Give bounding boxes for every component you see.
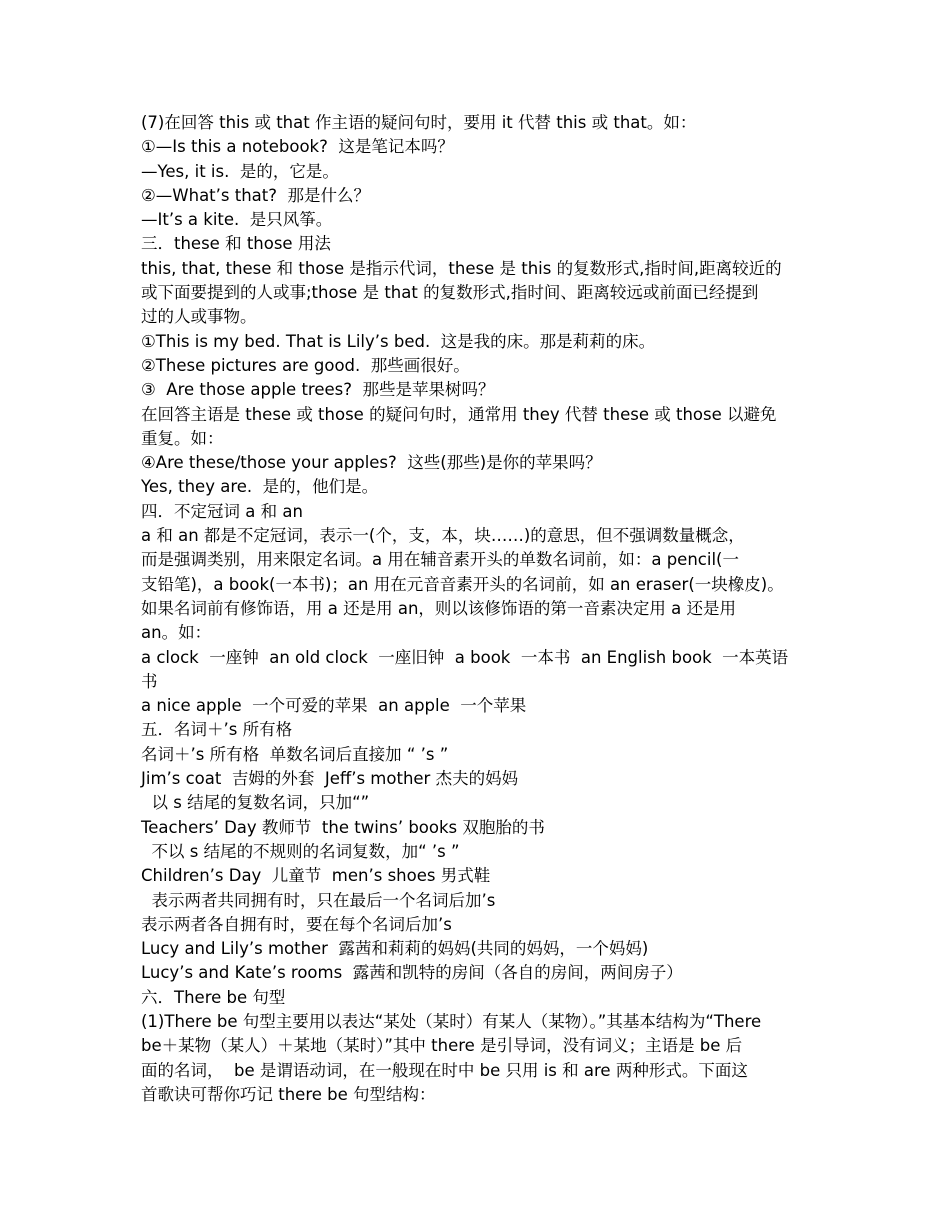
text-line: this, that, these 和 those 是指示代词，these 是 this 的复数形式,指时间,距离较近的: [141, 258, 782, 278]
section-heading: 三．these 和 those 用法: [141, 234, 331, 254]
text-line: 表示两者共同拥有时，只在最后一个名词后加’s: [141, 890, 496, 910]
text-line: 而是强调类别，用来限定名词。a 用在辅音素开头的单数名词前，如：a pencil(一: [141, 550, 739, 570]
text-line: Teachers’ Day 教师节 the twins’ books 双胞胎的书: [141, 817, 545, 837]
text-line: 首歌诀可帮你巧记 there be 句型结构：: [141, 1084, 436, 1104]
text-line: 书: [141, 671, 158, 691]
text-line: (1)There be 句型主要用以表达“某处（某时）有某人（某物）。”其基本结构为“There: [141, 1011, 762, 1031]
text-line: 面的名词， be 是谓语动词，在一般现在时中 be 只用 is 和 are 两种形式。下面这: [141, 1060, 748, 1080]
text-line: (7)在回答 this 或 that 作主语的疑问句时，要用 it 代替 this 或 that。如：: [141, 113, 697, 132]
text-line: ①—Is this a notebook? 这是笔记本吗？: [141, 137, 454, 157]
text-line: ②These pictures are good. 那些画很好。: [141, 355, 470, 375]
text-line: 如果名词前有修饰语，用 a 还是用 an，则以该修饰语的第一音素决定用 a 还是用: [141, 598, 737, 618]
text-line: an。如：: [141, 623, 212, 643]
text-line: ②—What’s that? 那是什么？: [141, 185, 370, 205]
text-line: Yes, they are. 是的，他们是。: [141, 477, 379, 497]
text-line: Children’s Day 儿童节 men’s shoes 男式鞋: [141, 866, 491, 886]
text-line: Jim’s coat 吉姆的外套 Jeff’s mother 杰夫的妈妈: [141, 769, 519, 789]
text-line: —It’s a kite. 是只风筝。: [141, 210, 333, 230]
text-line: 或下面要提到的人或事;those 是 that 的复数形式,指时间、距离较远或前面已经提到: [141, 283, 759, 303]
text-line: be＋某物（某人）＋某地（某时）”其中 there 是引导词，没有词义；主语是 be 后: [141, 1036, 743, 1056]
text-line: 表示两者各自拥有时，要在每个名词后加’s: [141, 914, 452, 934]
text-line: ④Are these/those your apples? 这些(那些)是你的苹果吗？: [141, 453, 602, 473]
text-line: 过的人或事物。: [141, 307, 257, 327]
document-page: [141, 111, 816, 1107]
text-line: 在回答主语是 these 或 those 的疑问句时，通常用 they 代替 these 或 those 以避免: [141, 404, 777, 424]
section-heading: 六．There be 句型: [141, 987, 286, 1007]
text-line: 支铅笔)，a book(一本书)；an 用在元音音素开头的名词前，如 an eraser(一块橡皮)。: [141, 574, 784, 594]
text-line: ①This is my bed. That is Lily’s bed. 这是我的床。那是莉莉的床。: [141, 331, 656, 351]
text-line: 重复。如：: [141, 428, 224, 448]
text-line: —Yes, it is. 是的，它是。: [141, 161, 339, 181]
text-line: 以 s 结尾的复数名词，只加“”: [141, 793, 370, 813]
text-line: a nice apple 一个可爱的苹果 an apple 一个苹果: [141, 696, 527, 716]
section-heading: 五．名词＋’s 所有格: [141, 720, 293, 740]
text-line: 不以 s 结尾的不规则的名词复数，加“ ’s ”: [141, 841, 460, 861]
section-heading: 四．不定冠词 a 和 an: [141, 501, 303, 521]
text-line: a 和 an 都是不定冠词，表示一(个，支，本，块……)的意思，但不强调数量概念，: [141, 526, 745, 546]
text-line: 名词＋’s 所有格 单数名词后直接加 “ ’s ”: [141, 744, 449, 764]
text-line: Lucy and Lily’s mother 露茜和莉莉的妈妈(共同的妈妈，一个妈妈): [141, 939, 649, 959]
text-line: a clock 一座钟 an old clock 一座旧钟 a book 一本书 an English book 一本英语: [141, 647, 789, 667]
text-line: ③ Are those apple trees? 那些是苹果树吗？: [141, 380, 495, 400]
text-line: Lucy’s and Kate’s rooms 露茜和凯特的房间（各自的房间，两间房子）: [141, 963, 683, 983]
